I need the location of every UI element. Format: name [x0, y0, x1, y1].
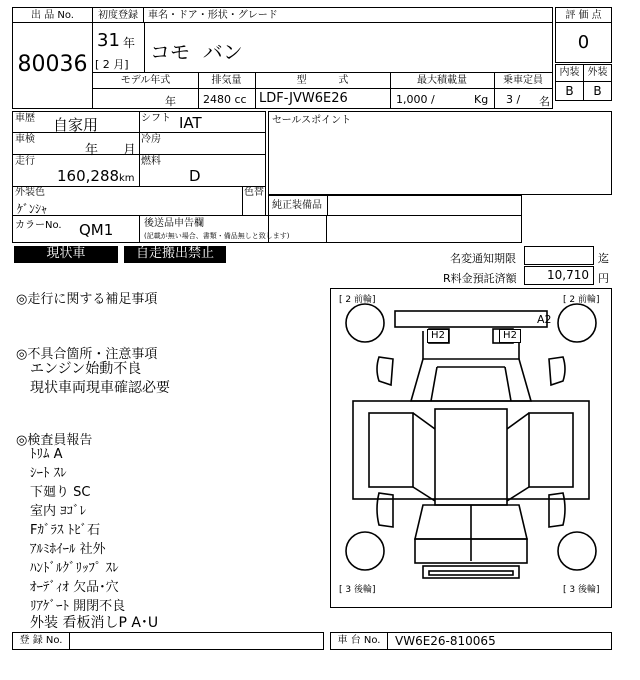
name-change-label: 名変通知期限 [450, 252, 516, 265]
inspector-item: ｼｰﾄ ｽﾚ [30, 466, 67, 481]
name-change-field [524, 246, 594, 265]
shift: IAT [179, 114, 202, 132]
inspector-item: 外装 看板消しP A･U [30, 615, 159, 631]
fuel: D [189, 167, 201, 185]
interior-grade: B [565, 84, 574, 98]
vehicle-info-box [12, 111, 266, 187]
post-declaration-note: (記載が無い場合、書類・備品無しと致します) [144, 232, 290, 240]
lot-number: 80036 [17, 52, 88, 77]
model-year-unit: 年 [165, 95, 176, 108]
no-self-drive-badge: 自走搬出禁止 [124, 246, 226, 263]
exterior-color: ｹﾞﾝｼｬ [17, 202, 48, 216]
capacity-unit: 名 [539, 95, 550, 108]
shift-label: シフト [141, 113, 171, 124]
inspector-item: ｵｰﾃﾞｨｵ 欠品･穴 [30, 580, 119, 595]
car-name-box [92, 7, 553, 73]
front-right-wheel-tag: [ 2 前輪] [563, 295, 600, 305]
lot-number-box [12, 7, 93, 109]
capacity: 3 / [506, 93, 521, 106]
exterior-color-label: 外装色 [15, 187, 45, 198]
mileage-label: 走行 [15, 156, 35, 167]
registration-number-label: 登 録 No. [19, 635, 63, 646]
inspector-item: ﾘｱｹﾞｰﾄ 開閉不良 [30, 599, 126, 614]
front-left-wheel-tag: [ 2 前輪] [339, 295, 376, 305]
genuine-equipment-label: 純正装備品 [272, 200, 322, 211]
score-box [555, 7, 612, 63]
max-load: 1,000 / [396, 93, 435, 106]
inspector-item: 室内 ﾖｺﾞﾚ [30, 504, 87, 519]
mileage: 160,288 [57, 167, 120, 185]
damage-mark-h2-right: H2 [499, 329, 521, 343]
inspector-item: 下廻り SC [30, 485, 91, 500]
rear-left-wheel-tag: [ 3 後輪] [339, 585, 376, 595]
history: 自家用 [53, 116, 99, 134]
name-change-unit: 迄 [598, 252, 609, 265]
vehicle-damage-diagram [330, 288, 612, 608]
registration-year: 31 [97, 30, 120, 51]
color-number-label: カラーNo. [15, 220, 62, 231]
score-label: 評 価 点 [556, 8, 611, 23]
grade-box [555, 64, 612, 101]
max-load-unit: Kg [474, 93, 489, 106]
color-number: QM1 [79, 221, 114, 239]
recycle-fee-label: R料金預託済額 [443, 272, 517, 285]
color-number-box [12, 215, 140, 243]
chassis-number: VW6E26-810065 [395, 634, 496, 648]
mileage-unit: km [119, 173, 135, 184]
model-type: LDF-JVW6E26 [259, 91, 348, 106]
sales-point-label: セールスポイント [272, 115, 352, 126]
history-label: 車歴 [15, 113, 35, 124]
recycle-fee: 10,710 [524, 266, 594, 285]
inspector-item: ﾄﾘﾑ A [30, 447, 63, 462]
rear-right-wheel-tag: [ 3 後輪] [563, 585, 600, 595]
inspection-label: 車検 [15, 134, 35, 145]
inspection-month-unit: 月 [123, 143, 137, 158]
chassis-number-box [330, 632, 612, 650]
exterior-grade: B [593, 84, 602, 98]
inspector-report-title: ◎検査員報告 [16, 433, 93, 448]
car-name: コモ バン [150, 40, 243, 64]
capacity-label: 乗車定員 [503, 75, 543, 86]
inspector-item: ｱﾙﾐﾎｲｰﾙ 社外 [30, 542, 106, 557]
car-name-label: 車名・ドア・形状・グレード [144, 8, 552, 23]
exterior-color-box [12, 186, 266, 216]
registration-month: [ 2 月] [95, 58, 129, 71]
exterior-label: 外装 [587, 67, 608, 78]
registration-year-unit: 年 [123, 36, 136, 50]
inspector-item: Fｶﾞﾗｽ ﾄﾋﾞ石 [30, 523, 101, 538]
genuine-equipment-box [268, 195, 522, 216]
registration-number-box [12, 632, 324, 650]
inspection-year-unit: 年 [85, 143, 99, 158]
score: 0 [577, 32, 590, 53]
color-change-label: 色替 [244, 187, 264, 198]
max-load-label: 最大積載量 [417, 75, 467, 86]
model-year-label: モデル年式 [120, 75, 171, 86]
displacement: 2480 cc [203, 93, 247, 106]
defect-item: 現状車両現車確認必要 [30, 380, 170, 396]
recycle-fee-unit: 円 [598, 272, 609, 285]
inspector-item: ﾊﾝﾄﾞﾙｸﾞﾘｯﾌﾟ ｽﾚ [30, 561, 119, 576]
as-is-vehicle-badge: 現状車 [14, 246, 118, 263]
post-declaration-box [139, 215, 327, 243]
interior-label: 内装 [559, 67, 580, 78]
displacement-label: 排気量 [211, 75, 242, 86]
damage-mark-a2: A2 [537, 313, 552, 326]
type-label: 型 式 [296, 75, 349, 86]
driving-notes-title: ◎走行に関する補足事項 [16, 292, 158, 307]
vehicle-outline-drawing [331, 289, 611, 607]
defect-item: エンジン始動不良 [30, 361, 142, 377]
sales-point-box [268, 111, 612, 195]
chassis-number-label: 車 台 No. [337, 635, 381, 646]
spec-row [92, 72, 553, 109]
lot-number-label: 出 品 No. [13, 8, 92, 23]
damage-mark-h2-left: H2 [427, 329, 449, 343]
fuel-label: 燃料 [141, 156, 161, 167]
defects-title: ◎不具合箇所・注意事項 [16, 347, 158, 362]
ac-label: 冷房 [141, 134, 161, 145]
post-declaration-label: 後送品申告欄 [144, 218, 204, 229]
first-registration-label: 初度登録 [93, 8, 144, 23]
